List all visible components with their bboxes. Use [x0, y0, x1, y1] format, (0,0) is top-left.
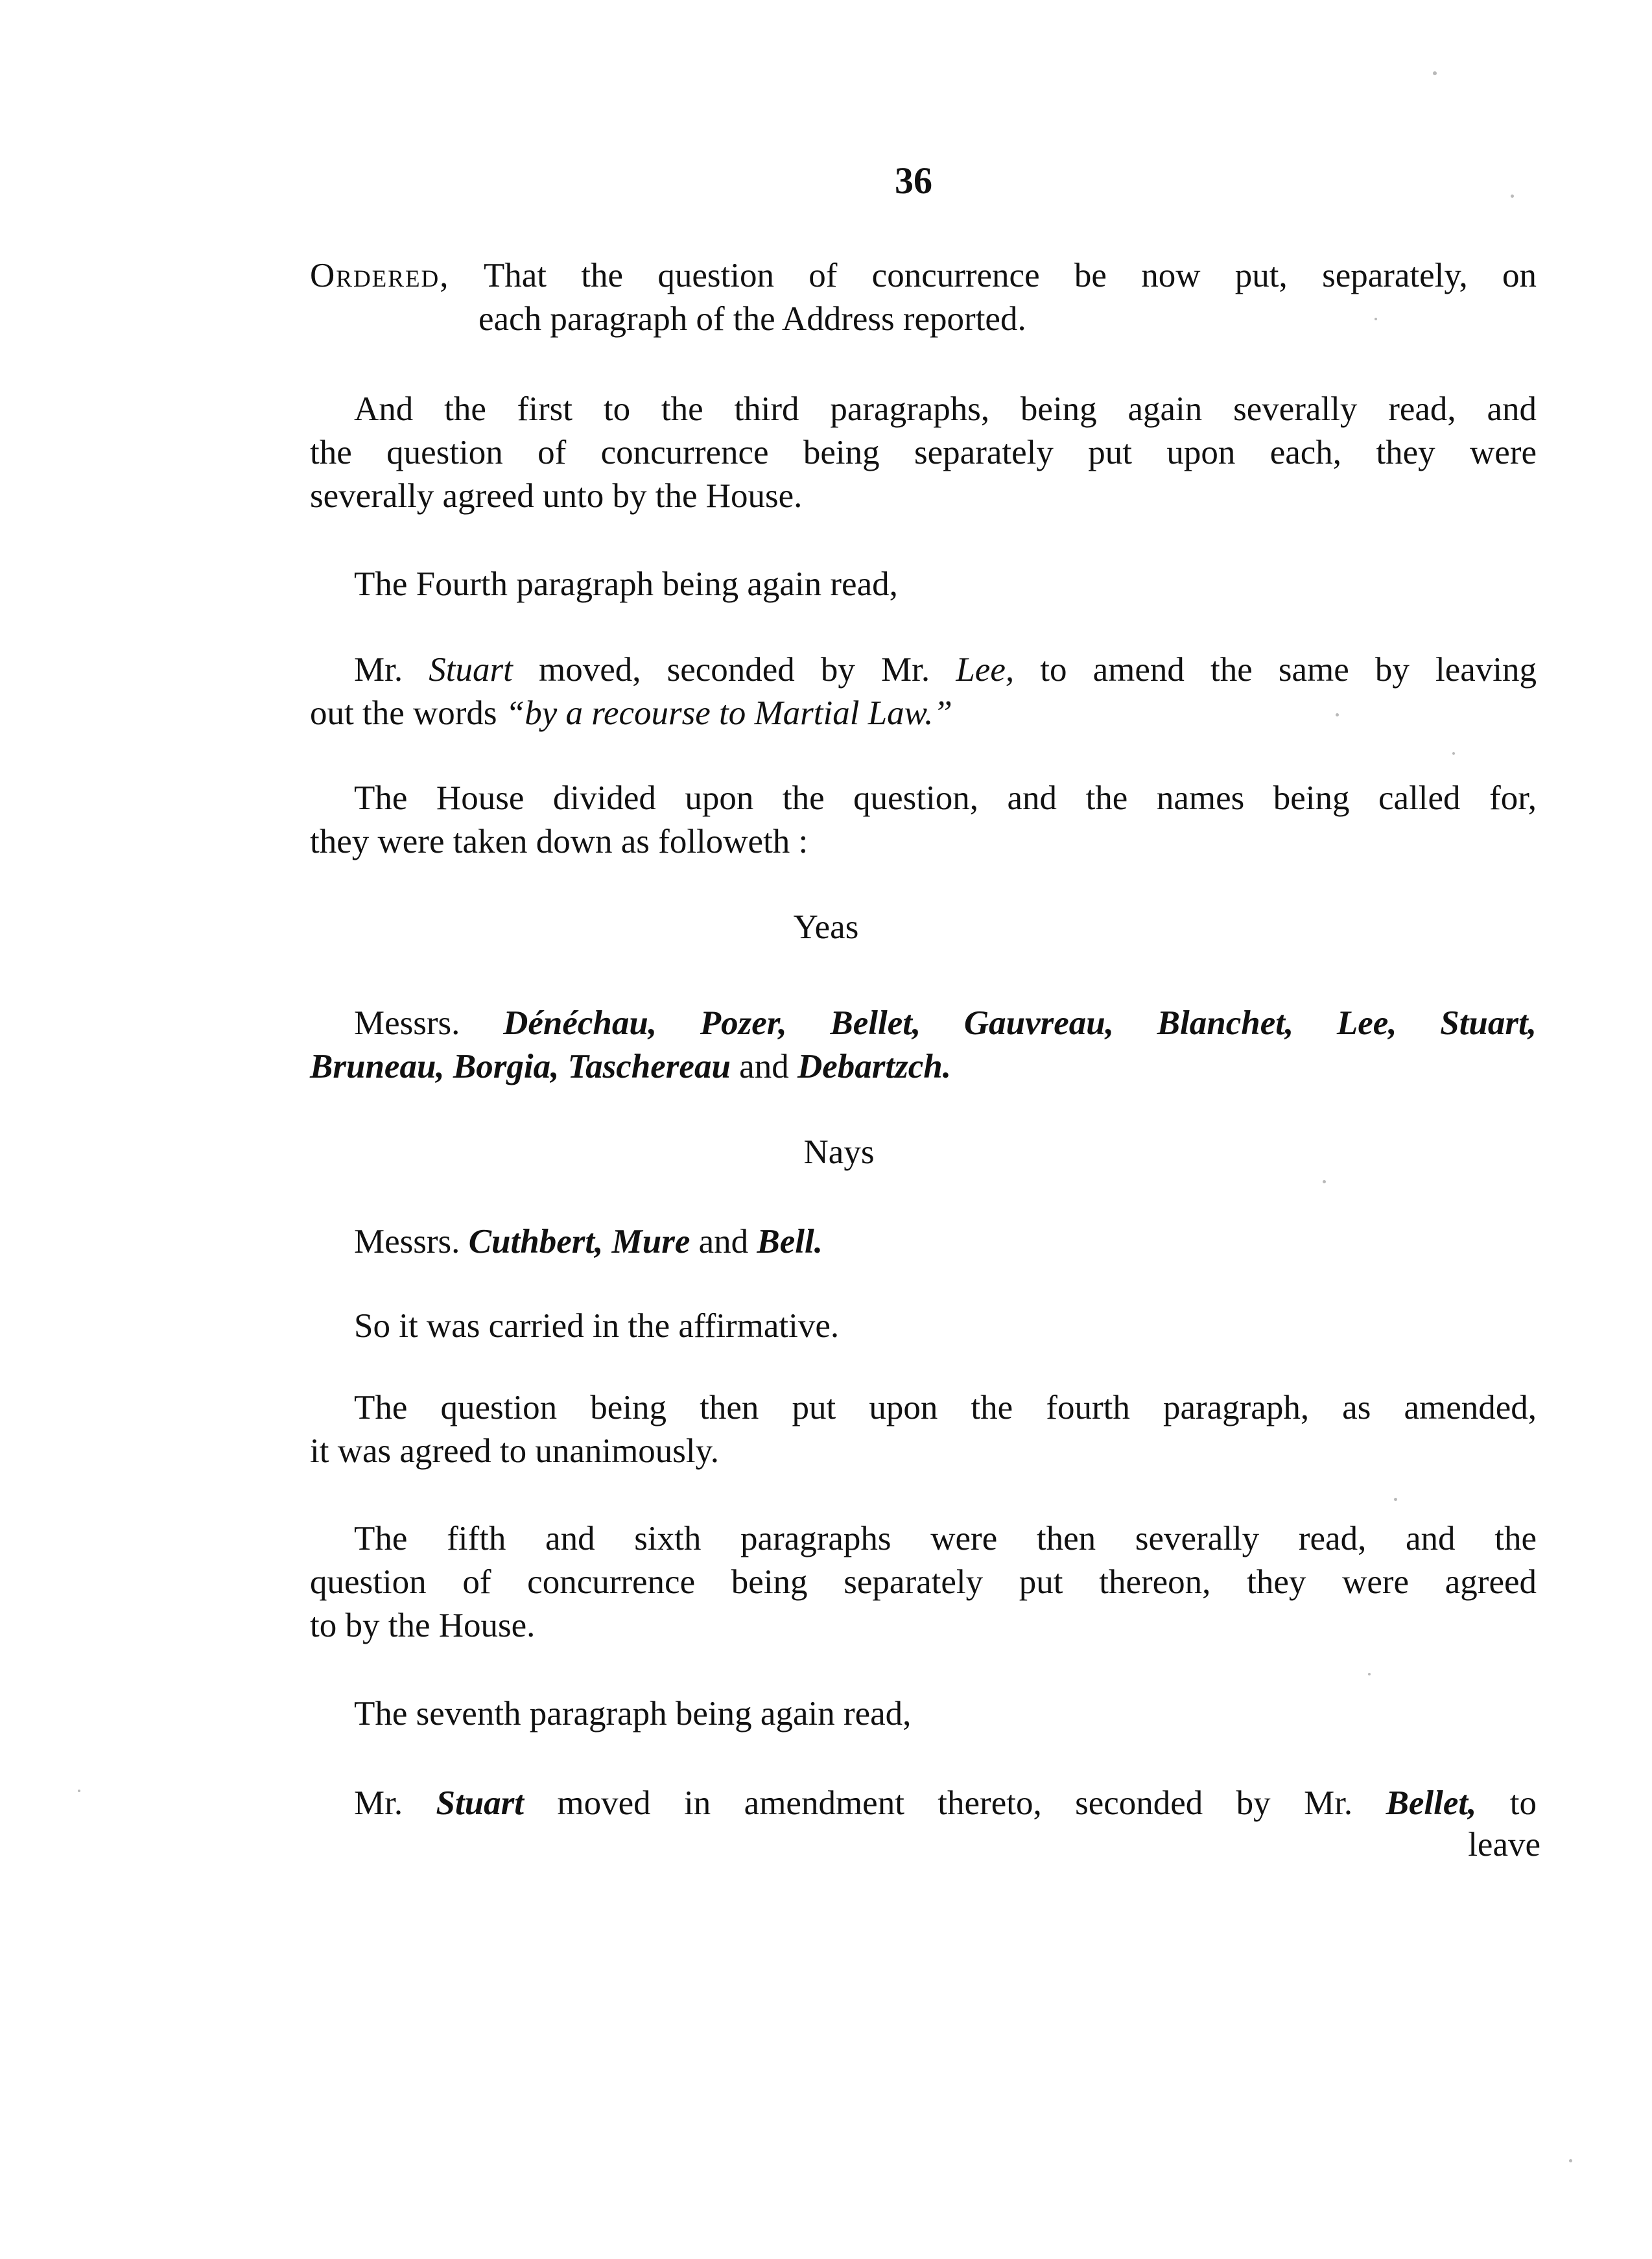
paragraph-carried — [310, 1305, 1537, 1348]
yeas-heading: Yeas — [793, 908, 859, 946]
yeas-and: and — [739, 1048, 789, 1085]
first-third-line-1: And the first to the third paragraphs, being again severally read, and — [354, 390, 1537, 428]
fourth-amended-line-2: it was agreed to unanimously. — [310, 1432, 719, 1470]
yeas-names-2: Bruneau, Borgia, Taschereau — [310, 1048, 731, 1085]
stuart-motion-middle: moved, seconded by Mr. — [538, 651, 930, 689]
nays-names: Cuthbert, Mure — [468, 1223, 690, 1260]
stuart-motion-line-2-prefix: out the words — [310, 694, 497, 732]
ordered-line-1-text: That the question of concurrence be now put, separately, on — [483, 257, 1537, 294]
paragraph-seventh-read — [310, 1692, 1537, 1736]
ordered-label: Ordered, — [310, 257, 450, 294]
amendment-quote: “by a recourse to Martial Law.” — [505, 694, 952, 732]
first-third-line-2: the question of concurrence being separately put upon each, they were — [310, 434, 1537, 471]
nays-prefix: Messrs. — [354, 1223, 460, 1260]
stuart-motion-line-1 — [310, 648, 1537, 692]
paragraph-house-divided — [310, 777, 1537, 864]
divided-line-1: The House divided upon the question, and the names being called for, — [354, 779, 1537, 817]
yeas-prefix: Messrs. — [354, 1004, 460, 1042]
yeas-names-1: Dénéchau, Pozer, Bellet, Gauvreau, Blanchet, Lee, Stuart, — [503, 1004, 1537, 1042]
scan-speck — [1452, 752, 1455, 755]
divided-line-2: they were taken down as followeth : — [310, 823, 808, 860]
page-number: 36 — [895, 160, 932, 202]
nays-line — [310, 1220, 1537, 1264]
scan-speck — [1511, 195, 1514, 198]
yeas-list — [310, 1002, 1537, 1089]
scan-speck — [1394, 1498, 1397, 1501]
mover-name: Stuart — [429, 651, 513, 689]
carried-line: So it was carried in the affirmative. — [354, 1307, 840, 1345]
stuart-amendment-end: to — [1509, 1784, 1537, 1822]
stuart-motion-line-2 — [310, 692, 1537, 735]
scan-speck — [1433, 71, 1437, 75]
paragraph-fifth-sixth — [310, 1517, 1537, 1648]
stuart-amendment-prefix: Mr. — [354, 1784, 403, 1822]
ordered-line-2: each paragraph of the Address reported. — [478, 300, 1026, 338]
scan-speck — [78, 1790, 80, 1792]
first-third-line-3: severally agreed unto by the House. — [310, 477, 803, 515]
ordered-paragraph — [310, 254, 1537, 341]
amendment-mover-name: Stuart — [436, 1784, 525, 1822]
fourth-amended-line-1: The question being then put upon the fourth paragraph, as amended, — [354, 1389, 1537, 1426]
fifth-sixth-line-3: to by the House. — [310, 1607, 536, 1644]
paragraph-fourth-read — [310, 563, 1537, 606]
scan-speck — [1368, 1673, 1371, 1675]
ordered-line-1 — [310, 254, 1537, 298]
scan-speck — [1569, 2159, 1572, 2162]
nays-last-name: Bell. — [757, 1223, 823, 1260]
seventh-read-line: The seventh paragraph being again read, — [354, 1695, 912, 1733]
paragraph-fourth-amended — [310, 1386, 1537, 1473]
yeas-line-2 — [310, 1045, 1537, 1089]
stuart-motion-rest: to amend the same by leaving — [1040, 651, 1537, 689]
stuart-amendment-line — [310, 1782, 1537, 1825]
paragraph-stuart-motion — [310, 648, 1537, 735]
paragraph-first-to-third — [310, 388, 1537, 518]
fourth-read-line: The Fourth paragraph being again read, — [354, 565, 898, 603]
paragraph-stuart-amendment — [310, 1782, 1537, 1825]
yeas-line-1 — [310, 1002, 1537, 1045]
amendment-seconder-name: Bellet, — [1386, 1784, 1477, 1822]
nays-list — [310, 1220, 1537, 1264]
fifth-sixth-line-2: question of concurrence being separately put thereon, they were agreed — [310, 1563, 1537, 1601]
scan-speck — [1323, 1180, 1326, 1183]
seconder-name: Lee, — [956, 651, 1015, 689]
fifth-sixth-line-1: The fifth and sixth paragraphs were then severally read, and the — [354, 1520, 1537, 1557]
nays-heading: Nays — [803, 1133, 875, 1171]
catchword: leave — [1468, 1826, 1540, 1863]
nays-and: and — [698, 1223, 749, 1260]
stuart-amendment-middle: moved in amendment thereto, seconded by Mr. — [557, 1784, 1353, 1822]
yeas-last-name: Debartzch. — [797, 1048, 951, 1085]
stuart-motion-prefix: Mr. — [354, 651, 403, 689]
